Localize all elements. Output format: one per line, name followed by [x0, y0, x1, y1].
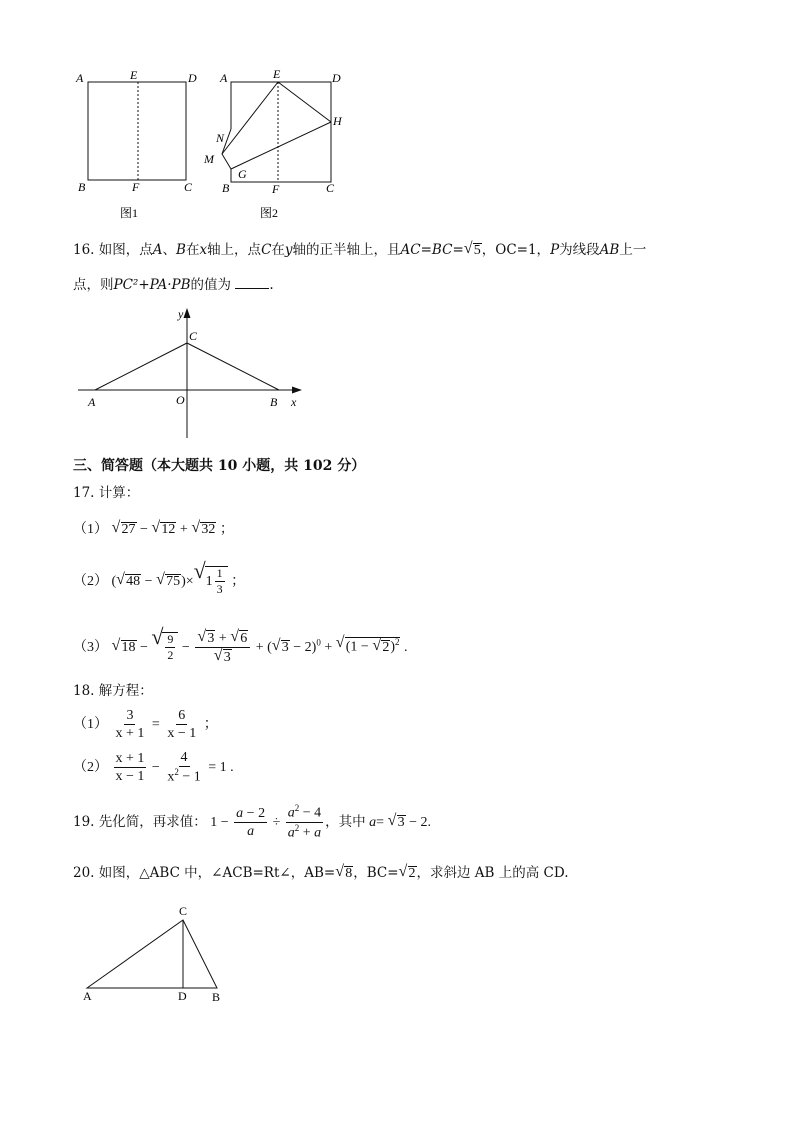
segment-eh: [278, 82, 331, 122]
answer-blank[interactable]: [235, 278, 269, 289]
figure-q16: [70, 300, 320, 445]
square-abcd: [88, 82, 186, 180]
label-a: A: [220, 71, 228, 85]
label-b: B: [270, 395, 278, 409]
label-a: A: [83, 989, 92, 1003]
triangle-abc: [87, 920, 217, 988]
sqrt-5: √ 5: [463, 240, 481, 258]
x-axis-arrow: [292, 387, 302, 394]
label-c: C: [184, 180, 193, 194]
figure-1: [70, 66, 210, 226]
label-a: A: [76, 71, 84, 85]
label-d: D: [178, 989, 187, 1003]
label-f: F: [272, 182, 280, 196]
label-c: C: [326, 181, 335, 195]
section-heading: 三、简答题（本大题共 10 小题，共 102 分）: [73, 458, 366, 474]
label-m: M: [204, 152, 214, 166]
label-a: A: [88, 395, 96, 409]
q18-title: 18. 解方程：: [73, 683, 153, 699]
caption-fig2: 图2: [260, 206, 279, 220]
q20: 20. 如图，△ABC 中，∠ACB=Rt∠，AB= √ 8，BC= √ 2，求斜边 AB 上的高 CD.: [73, 863, 569, 881]
label-d: D: [332, 71, 341, 85]
label-e: E: [273, 67, 281, 81]
segment-gh: [231, 122, 331, 169]
segment-ac: [95, 343, 187, 390]
q19: 19. 先化简，再求值： 1 − $\frac{a - 2}{a}$ ÷ $\frac{a^2 - 4}{a^2 + a}$ ，其中 a= √ 3 − 2.: [73, 803, 431, 841]
label-d: D: [188, 71, 197, 85]
label-c: C: [189, 329, 198, 343]
q18-part1: （1） $\frac{3}{x + 1}$ = $\frac{6}{x - 1}$ ；: [73, 708, 218, 742]
segment-me: [222, 82, 278, 154]
q17-part2: （2） ( √ 48 − √ 75)× √ 1 $\frac{1}{3}$ ；: [73, 558, 246, 597]
y-axis-arrow: [184, 308, 191, 318]
figure-q20: [75, 900, 235, 1010]
q17-part3: （3） √ 18 − √ $\frac{9}{2}$ − √ 3 + √ 6 √ 3 + ( √ 3 − 2)$^0$ + √ (1 − √ 2)$^2$ .: [73, 624, 408, 666]
q18-part2: （2） $\frac{x + 1}{x - 1}$ − $\frac{4}{x^2 - 1}$ = 1 .: [73, 750, 234, 786]
label-b: B: [222, 181, 230, 195]
q17-part1: （1） √ 27 − √ 12 + √ 32 ；: [73, 519, 234, 537]
label-n: N: [216, 131, 225, 145]
q16-line2: 点，则PC²+PA·PB的值为 .: [73, 277, 274, 293]
label-b: B: [78, 180, 86, 194]
label-x: x: [291, 395, 297, 409]
label-g: G: [238, 167, 247, 181]
label-e: E: [130, 68, 138, 82]
label-b: B: [212, 990, 221, 1004]
q17-title: 17. 计算：: [73, 485, 140, 501]
label-f: F: [132, 180, 140, 194]
label-y: y: [178, 307, 184, 321]
label-o: O: [176, 393, 185, 407]
label-h: H: [333, 114, 342, 128]
q16-line1: 16. 如图，点A、B在x轴上，点C在y轴的正半轴上，且AC=BC= √ 5，OC=1，P为线段AB上一: [73, 240, 647, 258]
caption-fig1: 图1: [120, 206, 139, 220]
figure-2: [200, 66, 360, 226]
segment-bc: [187, 343, 279, 390]
label-c: C: [179, 904, 188, 918]
